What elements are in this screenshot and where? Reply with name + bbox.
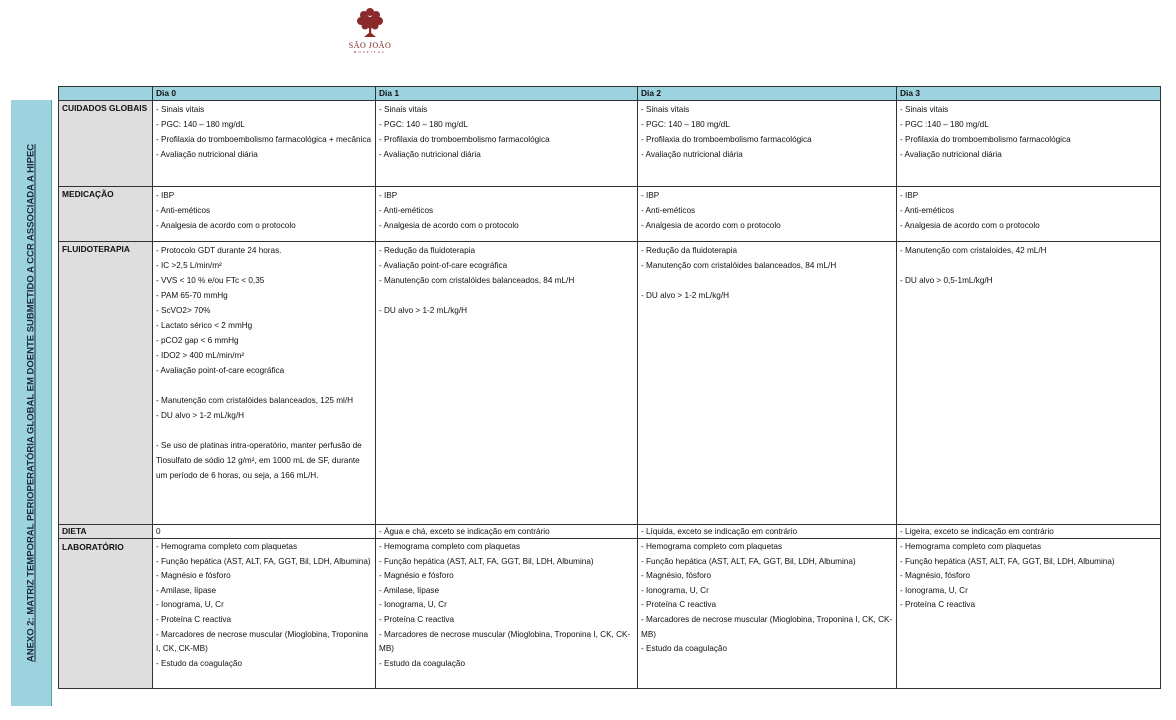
cell-line: - PGC: 140 – 180 mg/dL xyxy=(641,120,730,129)
cell-line: - ScVO2> 70% xyxy=(156,306,211,315)
cell-line: - Proteína C reactiva xyxy=(156,614,232,624)
cell-line: - Função hepática (AST, ALT, FA, GGT, Bil, LDH, Albumina) xyxy=(900,556,1115,566)
cell-line: - PGC :140 – 180 mg/dL xyxy=(900,120,989,129)
cell-line: - Manutenção com cristalóides balanceados, 84 mL/H xyxy=(379,276,575,285)
table-row xyxy=(59,187,1161,242)
header-day-3: Dia 3 xyxy=(897,87,1161,101)
cell-line: - PGC: 140 – 180 mg/dL xyxy=(379,120,468,129)
cell-day-1 xyxy=(376,187,638,242)
cell-line: - Lactato sérico < 2 mmHg xyxy=(156,321,253,330)
row-label: DIETA xyxy=(59,525,153,539)
cell-day-1 xyxy=(376,525,638,539)
cell-line: - Ionograma, U, Cr xyxy=(900,585,968,595)
cell-line: - Profilaxia do tromboembolismo farmacológica + mecânica xyxy=(156,135,372,144)
cell-line: - Proteína C reactiva xyxy=(900,600,976,610)
header-day-2: Dia 2 xyxy=(638,87,897,101)
cell-line: - IBP xyxy=(156,191,175,200)
corner-cell xyxy=(59,87,153,101)
tree-icon xyxy=(355,6,385,40)
cell-line: - Analgesia de acordo com o protocolo xyxy=(900,221,1040,230)
cell-line: - Marcadores de necrose muscular (Mioglobina, Troponina I, CK, CK-MB) xyxy=(379,629,631,654)
cell-day-0 xyxy=(153,539,376,689)
row-label: LABORATÓRIO xyxy=(59,539,153,689)
row-label: CUIDADOS GLOBAIS xyxy=(59,101,153,187)
spacer xyxy=(156,378,372,393)
cell-line: - Função hepática (AST, ALT, FA, GGT, Bil, LDH, Albumina) xyxy=(641,556,856,566)
cell-line: - Avaliação nutricional diária xyxy=(641,150,743,159)
header-day-1: Dia 1 xyxy=(376,87,638,101)
cell-line: - PAM 65-70 mmHg xyxy=(156,291,228,300)
cell-day-3 xyxy=(897,187,1161,242)
cell-line: - Hemograma completo com plaquetas xyxy=(900,542,1042,551)
cell-line: - Hemograma completo com plaquetas xyxy=(641,542,783,551)
logo-name: SÃO JOÃO xyxy=(348,41,392,50)
cell-line: - Água e chá, exceto se indicação em contrário xyxy=(379,527,550,536)
spacer xyxy=(900,258,1157,273)
cell-day-1 xyxy=(376,101,638,187)
cell-line: - DU alvo > 1-2 mL/kg/H xyxy=(156,411,245,420)
spacer xyxy=(379,288,634,303)
cell-line: - Proteína C reactiva xyxy=(379,614,455,624)
cell-day-0 xyxy=(153,242,376,525)
cell-line: - Profilaxia do tromboembolismo farmacológica xyxy=(641,135,812,144)
cell-line: - Ionograma, U, Cr xyxy=(156,600,224,610)
cell-day-0 xyxy=(153,525,376,539)
table-row xyxy=(59,242,1161,525)
side-title: ANEXO 2: MATRIZ TEMPORAL PERIOPERATÓRIA GLOBAL EM DOENTE SUBMETIDO A CCR ASSOCIADA A HIPEC xyxy=(25,143,37,663)
cell-line: - Ionograma, U, Cr xyxy=(379,600,447,610)
cell-line: - Analgesia de acordo com o protocolo xyxy=(641,221,781,230)
cell-line: 0 xyxy=(156,527,161,536)
cell-day-2 xyxy=(638,101,897,187)
cell-day-2 xyxy=(638,539,897,689)
cell-line: - IC >2,5 L/min/m² xyxy=(156,261,222,270)
cell-day-0 xyxy=(153,101,376,187)
cell-line: - Avaliação point-of-care ecográfica xyxy=(379,261,508,270)
cell-day-3 xyxy=(897,242,1161,525)
cell-line: - Estudo da coagulação xyxy=(641,644,728,654)
cell-line: - Proteína C reactiva xyxy=(641,600,717,610)
cell-line: - Avaliação nutricional diária xyxy=(156,150,258,159)
cell-line: - Manutenção com cristalóides balanceados, 125 ml/H xyxy=(156,396,354,405)
table-row xyxy=(59,101,1161,187)
side-title-band xyxy=(11,100,52,706)
cell-line: - Função hepática (AST, ALT, FA, GGT, Bil, LDH, Albumina) xyxy=(379,556,594,566)
cell-line: - Magnésio, fósforo xyxy=(641,571,712,581)
cell-line: - IBP xyxy=(900,191,919,200)
cell-line: - IBP xyxy=(379,191,398,200)
cell-day-1 xyxy=(376,242,638,525)
cell-line: - Redução da fluidoterapia xyxy=(641,246,738,255)
cell-line: - Estudo da coagulação xyxy=(156,658,243,668)
cell-line: - Hemograma completo com plaquetas xyxy=(156,542,298,551)
header-row xyxy=(59,87,1161,101)
cell-line: - Magnésio e fósforo xyxy=(156,571,231,581)
cell-line: - Sinais vitais xyxy=(379,105,428,114)
cell-line: - Marcadores de necrose muscular (Mioglobina, Troponina I, CK, CK-MB) xyxy=(641,614,893,639)
spacer xyxy=(641,273,893,288)
cell-line: - Ligeira, exceto se indicação em contrário xyxy=(900,527,1054,536)
cell-line: - VVS < 10 % e/ou FTc < 0,35 xyxy=(156,276,265,285)
header-day-0: Dia 0 xyxy=(153,87,376,101)
cell-line: - Se uso de platinas intra-operatório, manter perfusão de Tiosulfato de sódio 12 g/m², em 1000 mL de SF, durante um período de 6 horas, ou seja, a 166 mL/H. xyxy=(156,441,362,480)
cell-day-2 xyxy=(638,525,897,539)
row-label: MEDICAÇÃO xyxy=(59,187,153,242)
cell-line: - DU alvo > 1-2 mL/kg/H xyxy=(379,306,468,315)
cell-line: - Redução da fluidoterapia xyxy=(379,246,476,255)
cell-line: - Marcadores de necrose muscular (Mioglobina, Troponina I, CK, CK-MB) xyxy=(156,629,369,654)
cell-day-3 xyxy=(897,525,1161,539)
cell-line: - Analgesia de acordo com o protocolo xyxy=(379,221,519,230)
hospital-logo xyxy=(340,6,400,54)
cell-line: - Avaliação nutricional diária xyxy=(379,150,481,159)
cell-line: - IDO2 > 400 mL/min/m² xyxy=(156,351,245,360)
cell-line: - Amilase, lípase xyxy=(379,585,440,595)
cell-line: - Magnésio e fósforo xyxy=(379,571,454,581)
cell-day-1 xyxy=(376,539,638,689)
cell-line: - Função hepática (AST, ALT, FA, GGT, Bil, LDH, Albumina) xyxy=(156,556,371,566)
cell-line: - Sinais vitais xyxy=(900,105,949,114)
cell-line: - Anti-eméticos xyxy=(900,206,955,215)
cell-line: - Avaliação nutricional diária xyxy=(900,150,1002,159)
cell-line: - Amilase, lípase xyxy=(156,585,217,595)
table-row xyxy=(59,539,1161,689)
cell-line: - Manutenção com cristalóides balanceados, 84 mL/H xyxy=(641,261,837,270)
cell-line: - Anti-eméticos xyxy=(641,206,696,215)
cell-day-2 xyxy=(638,242,897,525)
cell-line: - Profilaxia do tromboembolismo farmacológica xyxy=(379,135,550,144)
cell-line: - Analgesia de acordo com o protocolo xyxy=(156,221,296,230)
cell-line: - Líquida, exceto se indicação em contrário xyxy=(641,527,798,536)
cell-line: - Anti-eméticos xyxy=(379,206,434,215)
cell-line: - DU alvo > 1-2 mL/kg/H xyxy=(641,291,730,300)
cell-day-0 xyxy=(153,187,376,242)
table-row xyxy=(59,525,1161,539)
cell-line: - Sinais vitais xyxy=(641,105,690,114)
row-label: FLUIDOTERAPIA xyxy=(59,242,153,525)
cell-day-3 xyxy=(897,101,1161,187)
cell-day-3 xyxy=(897,539,1161,689)
spacer xyxy=(156,423,372,438)
cell-line: - Protocolo GDT durante 24 horas. xyxy=(156,246,282,255)
cell-line: - Estudo da coagulação xyxy=(379,658,466,668)
cell-line: - DU alvo > 0,5-1mL/kg/H xyxy=(900,276,993,285)
cell-line: - PGC: 140 – 180 mg/dL xyxy=(156,120,245,129)
cell-line: - Anti-eméticos xyxy=(156,206,211,215)
logo-subtitle: HOSPITAL xyxy=(353,50,387,54)
perioperative-matrix-table xyxy=(58,86,1161,689)
cell-day-2 xyxy=(638,187,897,242)
cell-line: - Ionograma, U, Cr xyxy=(641,585,709,595)
cell-line: - Avaliação point-of-care ecográfica xyxy=(156,366,285,375)
cell-line: - Magnésio, fósforo xyxy=(900,571,971,581)
cell-line: - pCO2 gap < 6 mmHg xyxy=(156,336,239,345)
cell-line: - Manutenção com cristaloides, 42 mL/H xyxy=(900,246,1047,255)
cell-line: - IBP xyxy=(641,191,660,200)
cell-line: - Profilaxia do tromboembolismo farmacológica xyxy=(900,135,1071,144)
cell-line: - Hemograma completo com plaquetas xyxy=(379,542,521,551)
cell-line: - Sinais vitais xyxy=(156,105,205,114)
